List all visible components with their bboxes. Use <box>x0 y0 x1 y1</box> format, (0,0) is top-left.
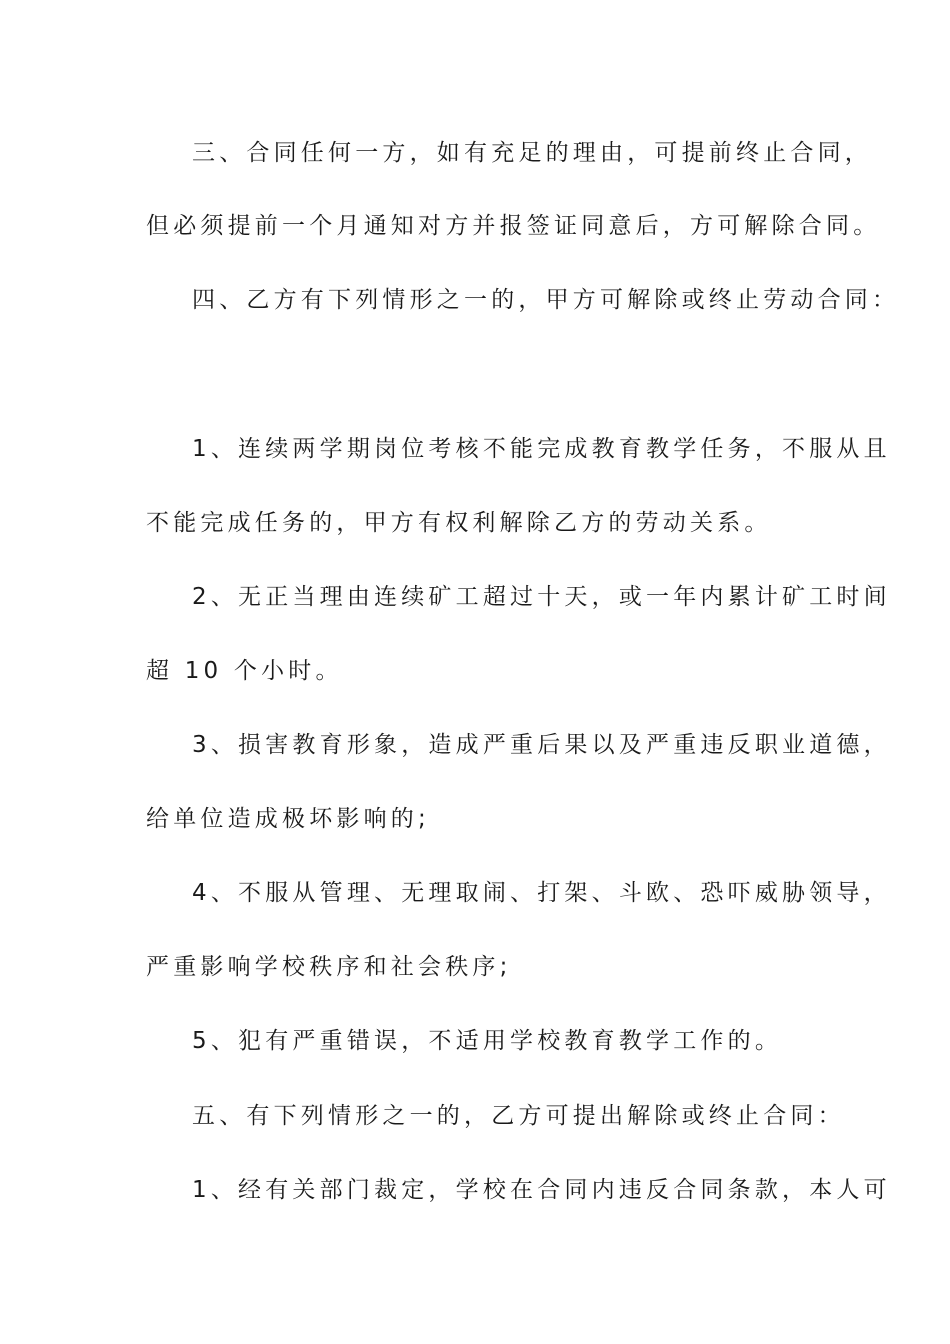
clause-4-item-3-line-1: 3、损害教育形象，造成严重后果以及严重违反职业道德， <box>192 732 891 758</box>
clause-4-item-5: 5、犯有严重错误，不适用学校教育教学工作的。 <box>192 1028 783 1054</box>
clause-3-line-2: 但必须提前一个月通知对方并报签证同意后，方可解除合同。 <box>146 213 881 239</box>
clause-5-heading: 五、有下列情形之一的，乙方可提出解除或终止合同： <box>192 1103 845 1129</box>
clause-4-item-4-line-2: 严重影响学校秩序和社会秩序; <box>146 954 512 980</box>
clause-4-item-2-line-2: 超 10 个小时。 <box>146 658 343 684</box>
clause-4-item-1-line-2: 不能完成任务的，甲方有权利解除乙方的劳动关系。 <box>146 510 772 536</box>
clause-4-item-4-line-1: 4、不服从管理、无理取闹、打架、斗欧、恐吓威胁领导， <box>192 880 891 906</box>
clause-4-item-3-line-2: 给单位造成极坏影响的; <box>146 806 430 832</box>
clause-4-item-1-line-1: 1、连续两学期岗位考核不能完成教育教学任务，不服从且 <box>192 436 891 462</box>
clause-4-heading: 四、乙方有下列情形之一的，甲方可解除或终止劳动合同： <box>192 287 900 313</box>
clause-5-item-1-line-1: 1、经有关部门裁定，学校在合同内违反合同条款，本人可 <box>192 1177 891 1203</box>
clause-3-line-1: 三、合同任何一方，如有充足的理由，可提前终止合同， <box>192 140 872 166</box>
clause-4-item-2-line-1: 2、无正当理由连续矿工超过十天，或一年内累计矿工时间 <box>192 584 891 610</box>
